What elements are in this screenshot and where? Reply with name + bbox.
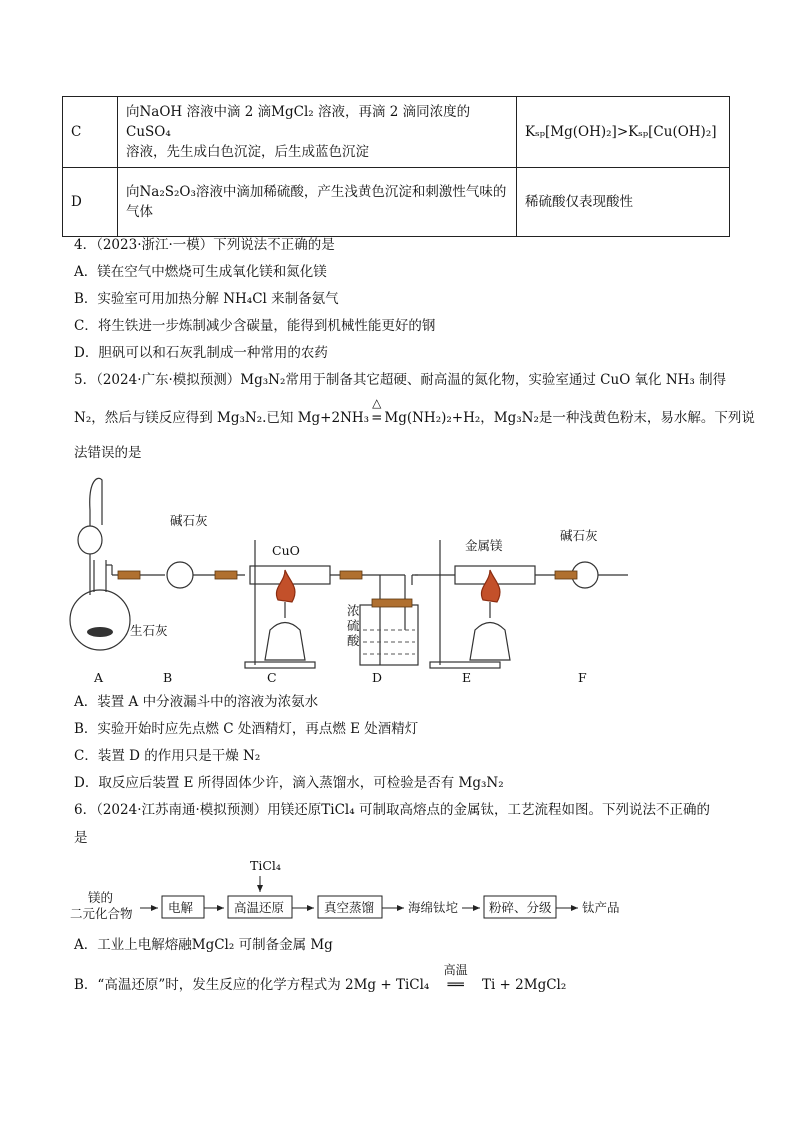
label-conc-acid-2: 硫 (347, 618, 360, 633)
question-table (62, 96, 730, 237)
table-row (63, 168, 730, 237)
funnel-tube (90, 478, 102, 525)
q6-option-b-prefix: B．“高温还原”时，发生反应的化学方程式为 2Mg + TiCl₄ (74, 977, 430, 993)
row-conclusion: Kₛₚ[Mg(OH)₂]>Kₛₚ[Cu(OH)₂] (517, 97, 730, 168)
label-quicklime: 生石灰 (130, 623, 168, 638)
q4-option-b: B．实验室可用加热分解 NH₄Cl 来制备氨气 (74, 291, 339, 307)
q6-option-b-suffix: Ti + 2MgCl₂ (481, 977, 567, 993)
alcohol-lamp-e (470, 623, 510, 661)
apparatus-letter: B (163, 670, 173, 685)
quicklime-solid (87, 627, 113, 637)
label-conc-acid-1: 浓 (347, 603, 360, 618)
apparatus-letter: C (267, 670, 277, 685)
flow-mid-product: 海绵钛坨 (408, 900, 459, 915)
row-option: C (63, 97, 118, 168)
drying-tube-b (167, 562, 193, 588)
q6-option-b (74, 963, 567, 995)
table-row (63, 97, 730, 168)
operation-line: 气体 (126, 204, 153, 220)
flow-reagent: TiCl₄ (250, 858, 281, 873)
q5-option-b: B．实验开始时应先点燃 C 处酒精灯，再点燃 E 处酒精灯 (74, 721, 419, 737)
q6-stem-line2: 是 (74, 830, 88, 846)
flow-step-reduction: 高温还原 (234, 900, 285, 915)
row-option: D (63, 168, 118, 237)
label-soda-lime-f: 碱石灰 (560, 528, 598, 543)
label-cuo: CuO (272, 543, 300, 558)
q5-stem-part: Mg(NH₂)₂+H₂，Mg₃N₂是一种浅黄色粉末，易水解。下列说 (384, 410, 755, 426)
process-flow-diagram (70, 852, 650, 924)
q5-stem-line2 (74, 396, 755, 428)
label-magnesium: 金属镁 (465, 538, 503, 553)
q5-option-a: A．装置 A 中分液漏斗中的溶液为浓氨水 (74, 694, 319, 710)
wash-bottle-d (360, 605, 418, 665)
connector (555, 571, 577, 579)
operation-line: 向Na₂S₂O₃溶液中滴加稀硫酸，产生浅黄色沉淀和刺激性气味的 (126, 183, 507, 200)
connector (118, 571, 140, 579)
q6-stem-line1: 6．（2024·江苏南通·模拟预测）用镁还原TiCl₄ 可制取高熔点的金属钛，工艺流程如图。下列说法不正确的 (74, 802, 710, 818)
condition-equals: 高温 ══ (436, 975, 476, 995)
q4-stem: 4．（2023·浙江·一模）下列说法不正确的是 (74, 237, 335, 253)
q5-option-d: D．取反应后装置 E 所得固体少许，滴入蒸馏水，可检验是否有 Mg₃N₂ (74, 775, 504, 791)
apparatus-letters (93, 670, 587, 685)
operation-line: 溶液，先生成白色沉淀，后生成蓝色沉淀 (126, 144, 369, 161)
row-operation (118, 97, 517, 168)
apparatus-diagram (60, 470, 740, 685)
apparatus-letter: E (462, 670, 472, 685)
bottle-stopper (372, 599, 412, 607)
apparatus-letter: F (578, 670, 587, 685)
q4-option-a: A．镁在空气中燃烧可生成氧化镁和氮化镁 (74, 264, 327, 280)
row-conclusion: 稀硫酸仅表现酸性 (517, 168, 730, 237)
operation-line: 向NaOH 溶液中滴 2 滴MgCl₂ 溶液，再滴 2 滴同浓度的CuSO₄ (126, 103, 471, 140)
heat-symbol: △ (372, 396, 382, 410)
flow-step-grinding: 粉碎、分级 (489, 900, 552, 915)
apparatus-letter: D (372, 670, 383, 685)
row-operation (118, 168, 517, 237)
connector (215, 571, 237, 579)
flow-input-line1: 镁的 (88, 890, 114, 905)
q4-option-c: C．将生铁进一步炼制减少含碳量，能得到机械性能更好的钢 (74, 318, 436, 334)
flow-input-line2: 二元化合物 (70, 906, 133, 921)
separatory-funnel (78, 526, 102, 554)
flow-step-electrolysis: 电解 (168, 900, 194, 915)
flow-product: 钛产品 (582, 900, 620, 915)
q5-stem-line1: 5．（2024·广东·模拟预测）Mg₃N₂常用于制备其它超硬、耐高温的氮化物，实验室通过 CuO 氧化 NH₃ 制得 (74, 372, 727, 388)
flow-step-distillation: 真空蒸馏 (324, 900, 375, 915)
q4-option-d: D．胆矾可以和石灰乳制成一种常用的农药 (74, 345, 328, 361)
apparatus-letter: A (94, 670, 104, 685)
q6-option-a: A．工业上电解熔融MgCl₂ 可制备金属 Mg (74, 937, 333, 953)
label-soda-lime-b: 碱石灰 (170, 513, 208, 528)
heat-equals: △ = (371, 396, 383, 426)
alcohol-lamp-c (265, 623, 305, 661)
label-conc-acid-3: 酸 (347, 633, 360, 648)
q5-stem-line3: 法错误的是 (74, 445, 142, 461)
q5-stem-part: N₂，然后与镁反应得到 Mg₃N₂.已知 Mg+2NH₃ (74, 410, 370, 426)
q5-option-c: C．装置 D 的作用只是干燥 N₂ (74, 748, 261, 764)
condition-text: 高温 (443, 963, 468, 977)
flask-a (70, 590, 130, 650)
connector (340, 571, 362, 579)
